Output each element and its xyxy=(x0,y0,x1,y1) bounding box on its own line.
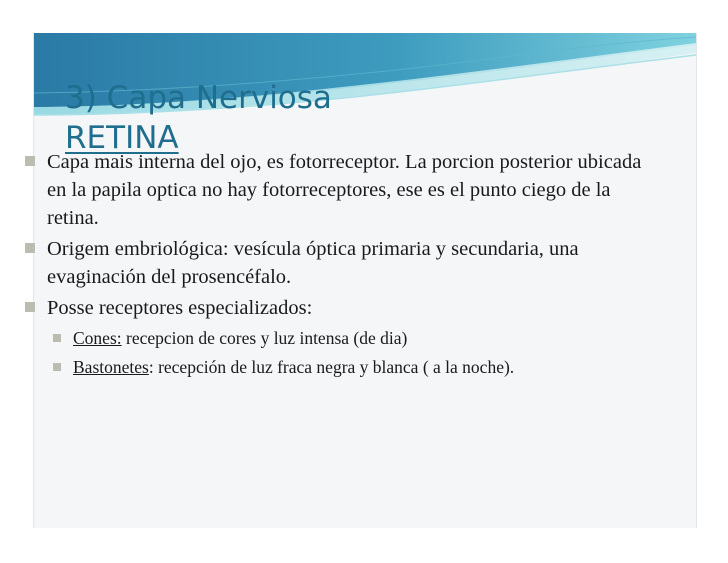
slide-title xyxy=(65,78,332,158)
bullet-text: Origem embriológica: vesícula óptica primaria y secundaria, una evaginación del prosencéfalo. xyxy=(47,238,579,288)
title-line-2: RETINA xyxy=(65,120,179,156)
bullet-text: Capa mais interna del ojo, es fotorreceptor. La porcion posterior ubicada en la papila optica no hay fotorreceptores, ese es el punto ciego de la retina. xyxy=(47,151,642,229)
sub-bullet-term: Bastonetes xyxy=(73,357,149,377)
bullet-marker-icon xyxy=(25,156,35,166)
sub-bullet-marker-icon xyxy=(53,363,61,371)
sub-bullet-marker-icon xyxy=(53,334,61,342)
sub-bullet-term: Cones: xyxy=(73,328,122,348)
sub-bullet-text: recepcion de cores y luz intensa (de dia) xyxy=(121,328,408,348)
bullet-list xyxy=(22,148,652,381)
title-line-1: 3) Capa Nerviosa xyxy=(65,80,332,116)
bullet-text: Posse receptores especializados: xyxy=(47,297,313,319)
sub-bullet-item xyxy=(22,325,633,352)
sub-bullet-item xyxy=(22,354,633,381)
bullet-item xyxy=(22,235,652,291)
bullet-marker-icon xyxy=(25,243,35,253)
bullet-item xyxy=(22,294,652,322)
bullet-item xyxy=(22,148,652,232)
sub-bullet-text: : recepción de luz fraca negra y blanca ( a la noche). xyxy=(148,357,515,377)
bullet-marker-icon xyxy=(25,302,35,312)
